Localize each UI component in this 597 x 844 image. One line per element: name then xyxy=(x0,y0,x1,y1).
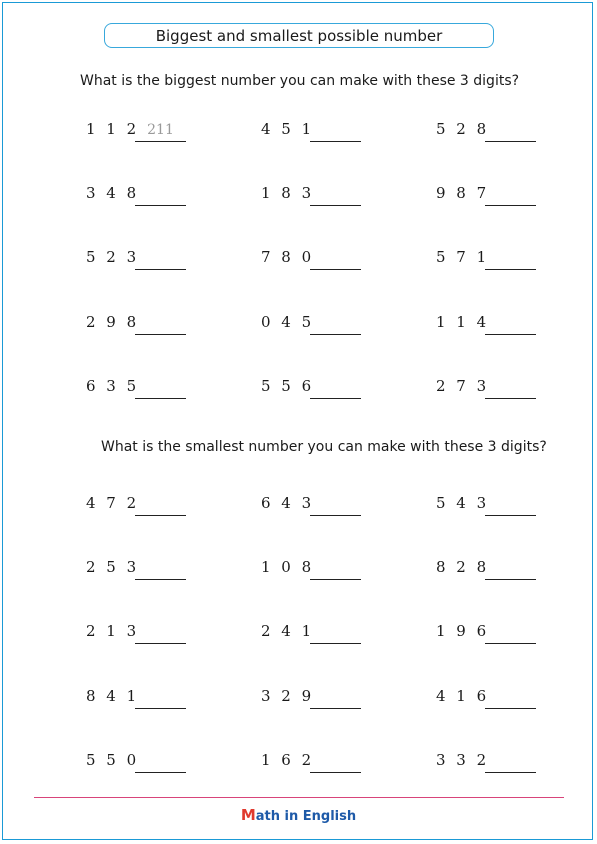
answer-blank[interactable] xyxy=(310,120,361,142)
digit-set: 5 2 8 xyxy=(436,120,490,138)
answer-blank[interactable] xyxy=(310,558,361,580)
digit-set: 1 8 3 xyxy=(261,184,315,203)
digit-set: 4 5 1 xyxy=(261,120,315,138)
answer-blank[interactable] xyxy=(135,313,186,335)
digit-set: 6 4 3 xyxy=(261,494,315,512)
digit-set: 5 2 3 xyxy=(86,248,140,267)
answer-blank[interactable] xyxy=(135,751,186,773)
answer-blank[interactable] xyxy=(135,558,186,580)
answer-blank[interactable] xyxy=(485,494,536,516)
answer-blank[interactable] xyxy=(135,184,186,206)
exercise-row xyxy=(0,622,597,686)
answer-blank[interactable] xyxy=(310,248,361,270)
exercise-row xyxy=(0,120,597,184)
exercise-row xyxy=(0,558,597,622)
digit-set: 2 1 3 xyxy=(86,622,140,641)
digit-set: 4 1 6 xyxy=(436,686,490,705)
answer-blank[interactable] xyxy=(310,494,361,516)
answer-blank[interactable] xyxy=(310,184,361,206)
digit-set: 0 4 5 xyxy=(261,312,315,331)
answer-blank[interactable] xyxy=(485,313,536,335)
digit-set: 3 2 9 xyxy=(261,686,315,705)
digit-set: 2 7 3 xyxy=(436,376,490,395)
answer-blank[interactable] xyxy=(310,377,361,399)
digit-set: 1 1 4 xyxy=(436,312,490,331)
answer-blank[interactable] xyxy=(485,184,536,206)
answer-blank[interactable] xyxy=(485,687,536,709)
digit-set: 3 4 8 xyxy=(86,184,140,203)
digit-set: 9 8 7 xyxy=(436,184,490,203)
answer-blank[interactable] xyxy=(135,494,186,516)
exercise-row xyxy=(0,494,597,558)
smallest-grid xyxy=(0,494,597,815)
digit-set: 5 5 6 xyxy=(261,376,315,395)
answer-blank[interactable] xyxy=(310,751,361,773)
answer-blank[interactable] xyxy=(485,558,536,580)
digit-set: 6 3 5 xyxy=(86,376,140,395)
answer-blank[interactable] xyxy=(310,622,361,644)
biggest-grid xyxy=(0,120,597,441)
answer-blank[interactable] xyxy=(135,377,186,399)
digit-set: 2 4 1 xyxy=(261,622,315,641)
exercise-row xyxy=(0,377,597,441)
digit-set: 5 5 0 xyxy=(86,750,140,769)
digit-set: 4 7 2 xyxy=(86,494,140,512)
answer-blank[interactable] xyxy=(485,248,536,270)
answer-blank[interactable] xyxy=(485,120,536,142)
digit-set: 1 6 2 xyxy=(261,750,315,769)
answer-blank[interactable] xyxy=(485,622,536,644)
digit-set: 2 5 3 xyxy=(86,558,140,577)
exercise-row xyxy=(0,313,597,377)
exercise-row xyxy=(0,184,597,248)
footer-brand xyxy=(0,806,597,824)
digit-set: 8 4 1 xyxy=(86,686,140,705)
digit-set: 5 7 1 xyxy=(436,248,490,267)
answer-blank[interactable] xyxy=(310,313,361,335)
page-title: Biggest and smallest possible number xyxy=(104,23,494,48)
answer-blank[interactable] xyxy=(135,248,186,270)
answer-blank[interactable] xyxy=(485,377,536,399)
brand-rest: ath in English xyxy=(255,809,357,824)
footer-divider xyxy=(34,797,564,798)
exercise-row xyxy=(0,248,597,312)
answer-blank[interactable] xyxy=(485,751,536,773)
digit-set: 3 3 2 xyxy=(436,750,490,769)
answer-blank[interactable]: 211 xyxy=(135,120,186,142)
biggest-question: What is the biggest number you can make with these 3 digits? xyxy=(80,73,520,89)
answer-blank[interactable] xyxy=(135,622,186,644)
digit-set: 7 8 0 xyxy=(261,248,315,267)
digit-set: 2 9 8 xyxy=(86,312,140,331)
exercise-row xyxy=(0,687,597,751)
digit-set: 5 4 3 xyxy=(436,494,490,512)
smallest-question: What is the smallest number you can make with these 3 digits? xyxy=(101,439,547,455)
answer-blank[interactable] xyxy=(135,687,186,709)
digit-set: 1 9 6 xyxy=(436,622,490,641)
brand-initial: M xyxy=(240,806,256,824)
answer-blank[interactable] xyxy=(310,687,361,709)
digit-set: 8 2 8 xyxy=(436,558,490,577)
digit-set: 1 0 8 xyxy=(261,558,315,577)
digit-set: 1 1 2 xyxy=(86,120,140,138)
